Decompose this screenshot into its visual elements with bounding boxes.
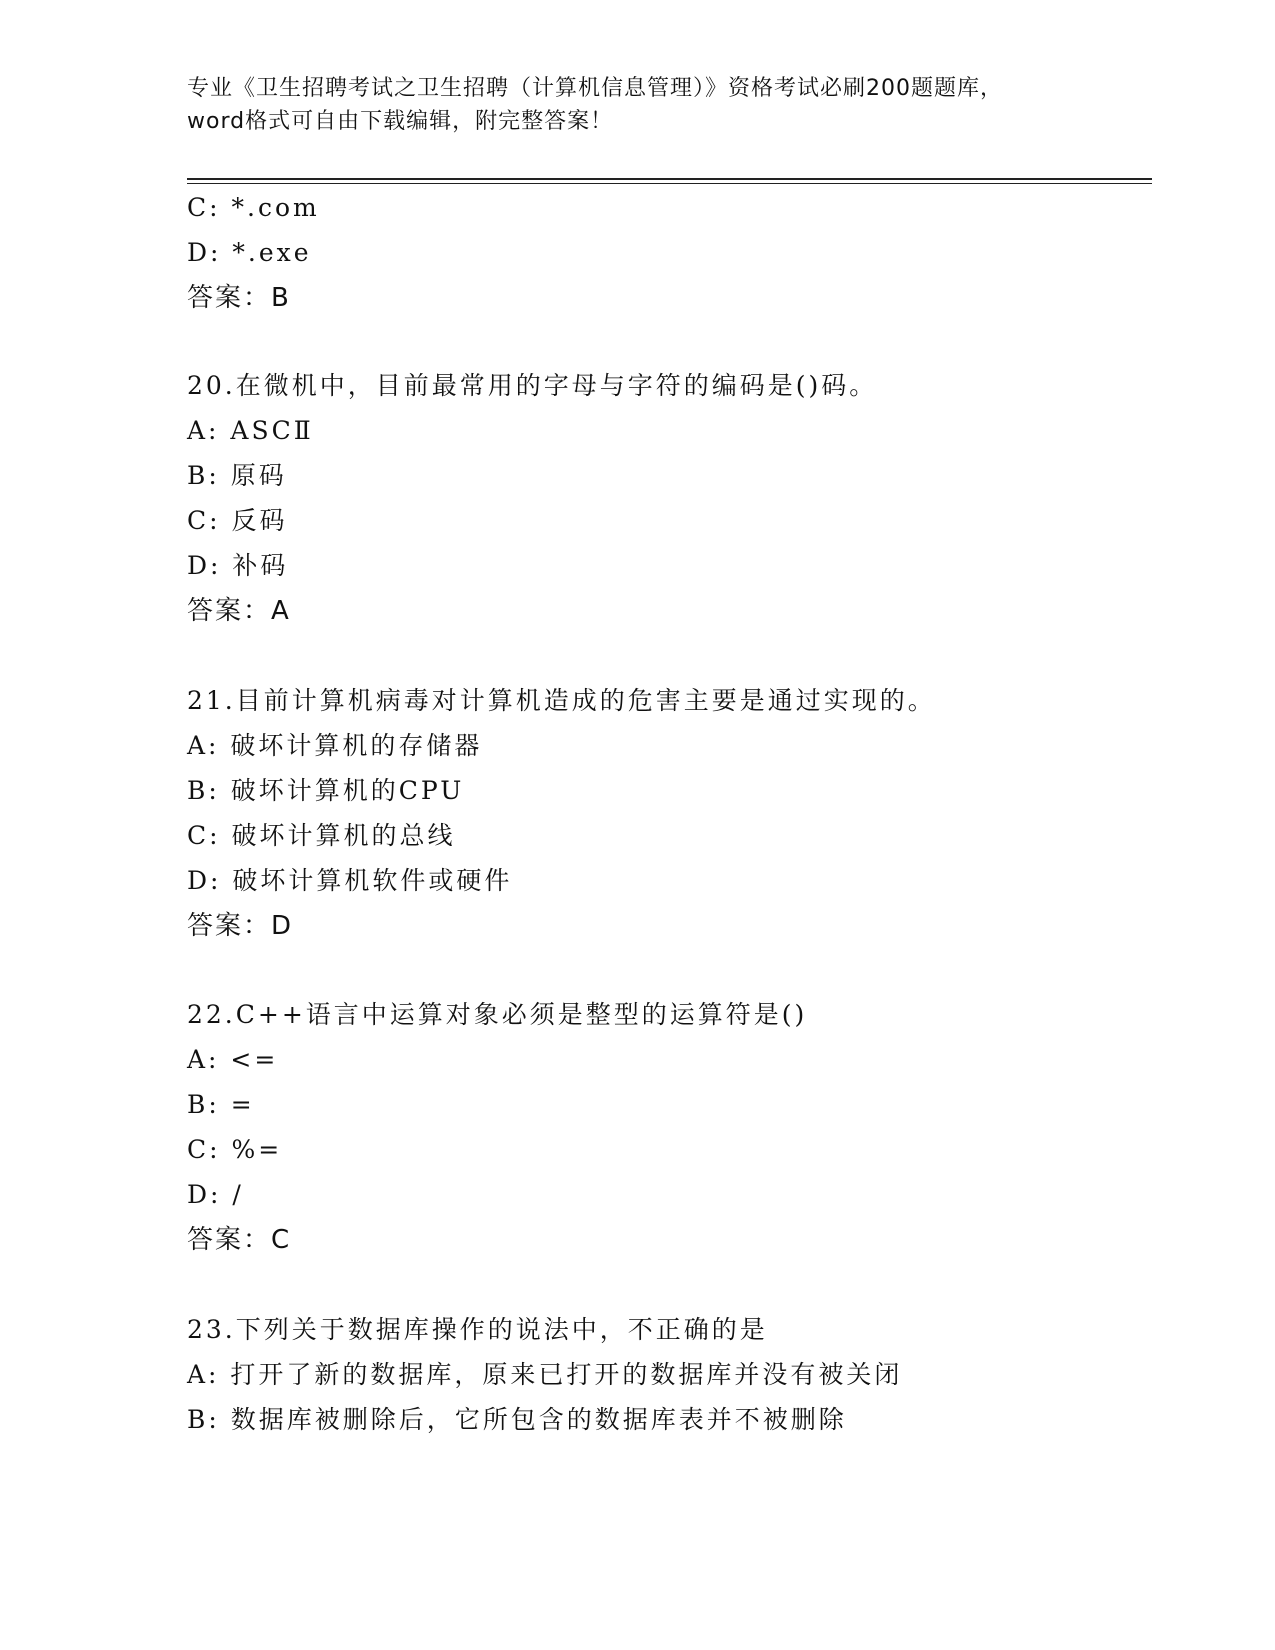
q20-option-d: D: 补码 [187,551,289,580]
q23-stem: 23.下列关于数据库操作的说法中，不正确的是 [187,1315,768,1344]
q22-option-d: D: / [187,1180,244,1209]
q19-answer: 答案：B [187,283,291,313]
q23-option-a: A: 打开了新的数据库，原来已打开的数据库并没有被关闭 [187,1360,903,1389]
header-divider-thin [187,183,1152,184]
header-title-line-2: word格式可自由下载编辑，附完整答案！ [187,109,614,134]
q20-answer: 答案：A [187,596,291,626]
q22-answer: 答案：C [187,1225,292,1255]
q22-option-c: C: %= [187,1135,283,1164]
q19-option-c: C: *.com [187,193,320,222]
q21-option-a: A: 破坏计算机的存储器 [187,731,483,760]
document-header [187,72,1087,138]
q23-option-b: B: 数据库被删除后，它所包含的数据库表并不被删除 [187,1405,847,1434]
q21-stem: 21.目前计算机病毒对计算机造成的危害主要是通过实现的。 [187,686,936,715]
header-divider-thick [187,178,1152,180]
q20-stem: 20.在微机中，目前最常用的字母与字符的编码是()码。 [187,371,878,400]
header-title-line-1: 专业《卫生招聘考试之卫生招聘（计算机信息管理）》资格考试必刷200题题库， [187,76,1003,101]
q20-option-c: C: 反码 [187,506,288,535]
q22-option-b: B: = [187,1090,255,1119]
q22-stem: 22.C++语言中运算对象必须是整型的运算符是() [187,1000,808,1029]
q20-option-a: A: ASCⅡ [187,416,314,445]
q22-option-a: A: <= [187,1045,279,1074]
q21-option-b: B: 破坏计算机的CPU [187,776,465,805]
q21-option-c: C: 破坏计算机的总线 [187,821,456,850]
q21-option-d: D: 破坏计算机软件或硬件 [187,866,513,895]
q20-option-b: B: 原码 [187,461,287,490]
q19-option-d: D: *.exe [187,238,312,267]
q21-answer: 答案：D [187,911,294,941]
